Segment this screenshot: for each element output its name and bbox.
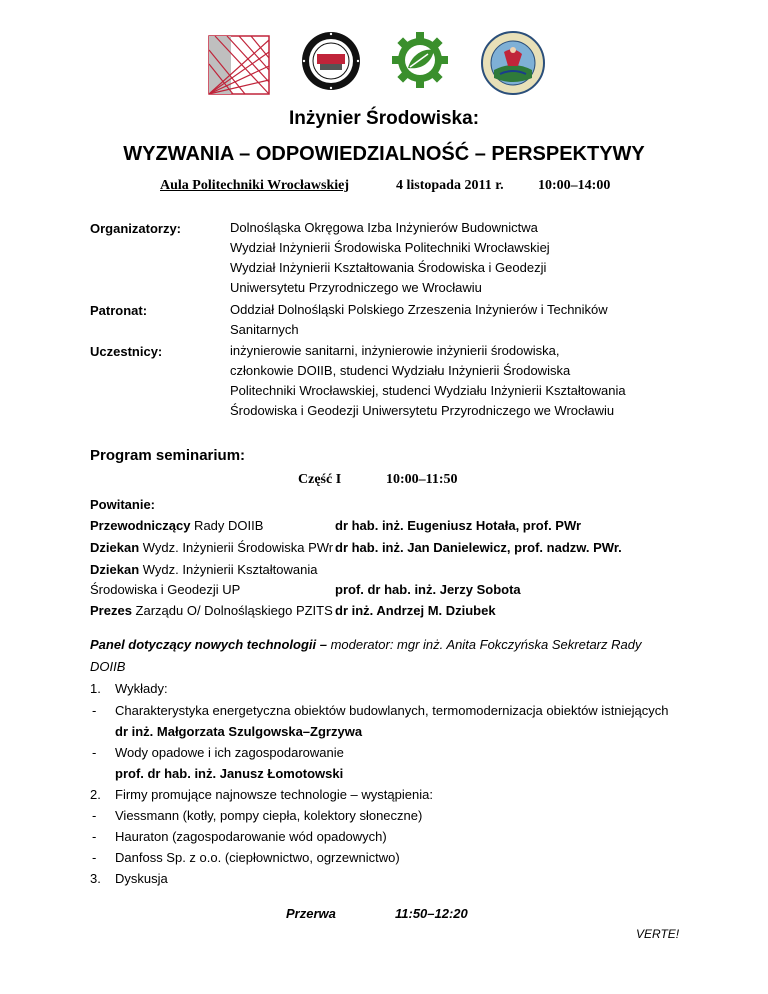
patronage-label: Patronat: (90, 303, 148, 318)
list-marker: 1. (90, 681, 101, 696)
lecturer-name: dr inż. Małgorzata Szulgowska–Zgrzywa (115, 724, 363, 739)
pzits-seal-logo (480, 30, 546, 96)
welcome-row (90, 603, 333, 618)
politechnika-logo (300, 30, 362, 92)
participants-list (230, 341, 710, 421)
welcome-desc: Wydz. Inżynierii Kształtowania (139, 562, 318, 577)
participants-line: inżynierowie sanitarni, inżynierowie inżynierii środowiska, (230, 343, 560, 358)
organizers-list (230, 218, 710, 298)
document-subtitle: WYZWANIA – ODPOWIEDZIALNOŚĆ – PERSPEKTYWY (123, 143, 645, 165)
break-time: 11:50–12:20 (395, 906, 468, 921)
patronage-line: Sanitarnych (230, 322, 299, 337)
eco-gear-logo (390, 30, 450, 90)
welcome-desc: Zarządu O/ Dolnośląskiego PZITS (131, 603, 333, 618)
welcome-row (90, 582, 240, 597)
part-label: Część I (298, 472, 342, 487)
participants-line: Politechniki Wrocławskiej, studenci Wydziału Inżynierii Kształtowania (230, 383, 626, 398)
list-item: Wody opadowe i ich zagospodarowanie (115, 745, 344, 760)
patronage-line: Oddział Dolnośląski Polskiego Zrzeszenia Inżynierów i Techników (230, 302, 608, 317)
list-item: Viessmann (kotły, pompy ciepła, kolektory słoneczne) (115, 808, 423, 823)
participants-line: Środowiska i Geodezji Uniwersytetu Przyrodniczego we Wrocławiu (230, 403, 615, 418)
list-item: Hauraton (zagospodarowanie wód opadowych) (115, 829, 387, 844)
welcome-role: Dziekan (90, 562, 140, 577)
logos-row (205, 30, 565, 100)
welcome-role: Prezes (90, 603, 132, 618)
welcome-row (90, 562, 317, 577)
welcome-person: dr hab. inż. Jan Danielewicz, prof. nadzw. PWr. (335, 540, 622, 555)
list-marker: - (92, 703, 97, 718)
welcome-person: prof. dr hab. inż. Jerzy Sobota (335, 582, 521, 597)
welcome-person: dr inż. Andrzej M. Dziubek (335, 603, 496, 618)
panel-moderator-cont: DOIIB (90, 659, 126, 674)
list-marker: - (92, 829, 97, 844)
welcome-desc: Środowiska i Geodezji UP (90, 582, 241, 597)
welcome-label: Powitanie: (90, 497, 156, 512)
break-label: Przerwa (286, 906, 336, 921)
welcome-row (90, 518, 263, 533)
verte-note: VERTE! (636, 927, 680, 941)
welcome-desc: Wydz. Inżynierii Środowiska PWr (139, 540, 334, 555)
welcome-role: Dziekan (90, 540, 140, 555)
organizer-line: Wydział Inżynierii Kształtowania Środowiska i Geodezji (230, 260, 547, 275)
panel-moderator: moderator: mgr inż. Anita Fokczyńska Sekretarz Rady (326, 637, 642, 652)
venue-place: Aula Politechniki Wrocławskiej (160, 178, 350, 193)
organizer-line: Dolnośląska Okręgowa Izba Inżynierów Budownictwa (230, 220, 538, 235)
dolnoslaska-izba-logo (205, 30, 275, 98)
list-marker: - (92, 850, 97, 865)
organizer-line: Uniwersytetu Przyrodniczego we Wrocławiu (230, 280, 482, 295)
participants-line: członkowie DOIIB, studenci Wydziału Inżynierii Środowiska (230, 363, 571, 378)
list-item: Firmy promujące najnowsze technologie – wystąpienia: (115, 787, 433, 802)
list-marker: - (92, 745, 97, 760)
document-title: Inżynier Środowiska: (288, 108, 480, 129)
organizer-line: Wydział Inżynierii Środowiska Politechniki Wrocławskiej (230, 240, 550, 255)
patronage-list (230, 300, 710, 340)
part-time: 10:00–11:50 (386, 472, 458, 487)
list-item: Charakterystyka energetyczna obiektów budowlanych, termomodernizacja obiektów istniejących (115, 703, 669, 718)
welcome-role: Przewodniczący (90, 518, 191, 533)
lecturer-name: prof. dr hab. inż. Janusz Łomotowski (115, 766, 344, 781)
list-item: Dyskusja (115, 871, 168, 886)
program-heading: Program seminarium: (90, 447, 246, 464)
panel-heading (90, 637, 641, 652)
venue-date: 4 listopada 2011 r. (396, 178, 504, 193)
list-marker: 2. (90, 787, 101, 802)
welcome-person: dr hab. inż. Eugeniusz Hotała, prof. PWr (335, 518, 582, 533)
list-item: Wykłady: (115, 681, 168, 696)
welcome-row (90, 540, 333, 555)
venue-time: 10:00–14:00 (538, 178, 611, 193)
list-marker: - (92, 808, 97, 823)
list-marker: 3. (90, 871, 101, 886)
list-item: Danfoss Sp. z o.o. (ciepłownictwo, ogrzewnictwo) (115, 850, 400, 865)
welcome-desc: Rady DOIIB (190, 518, 264, 533)
organizers-label: Organizatorzy: (90, 221, 182, 236)
panel-title: Panel dotyczący nowych technologii – (90, 637, 327, 652)
participants-label: Uczestnicy: (90, 344, 163, 359)
